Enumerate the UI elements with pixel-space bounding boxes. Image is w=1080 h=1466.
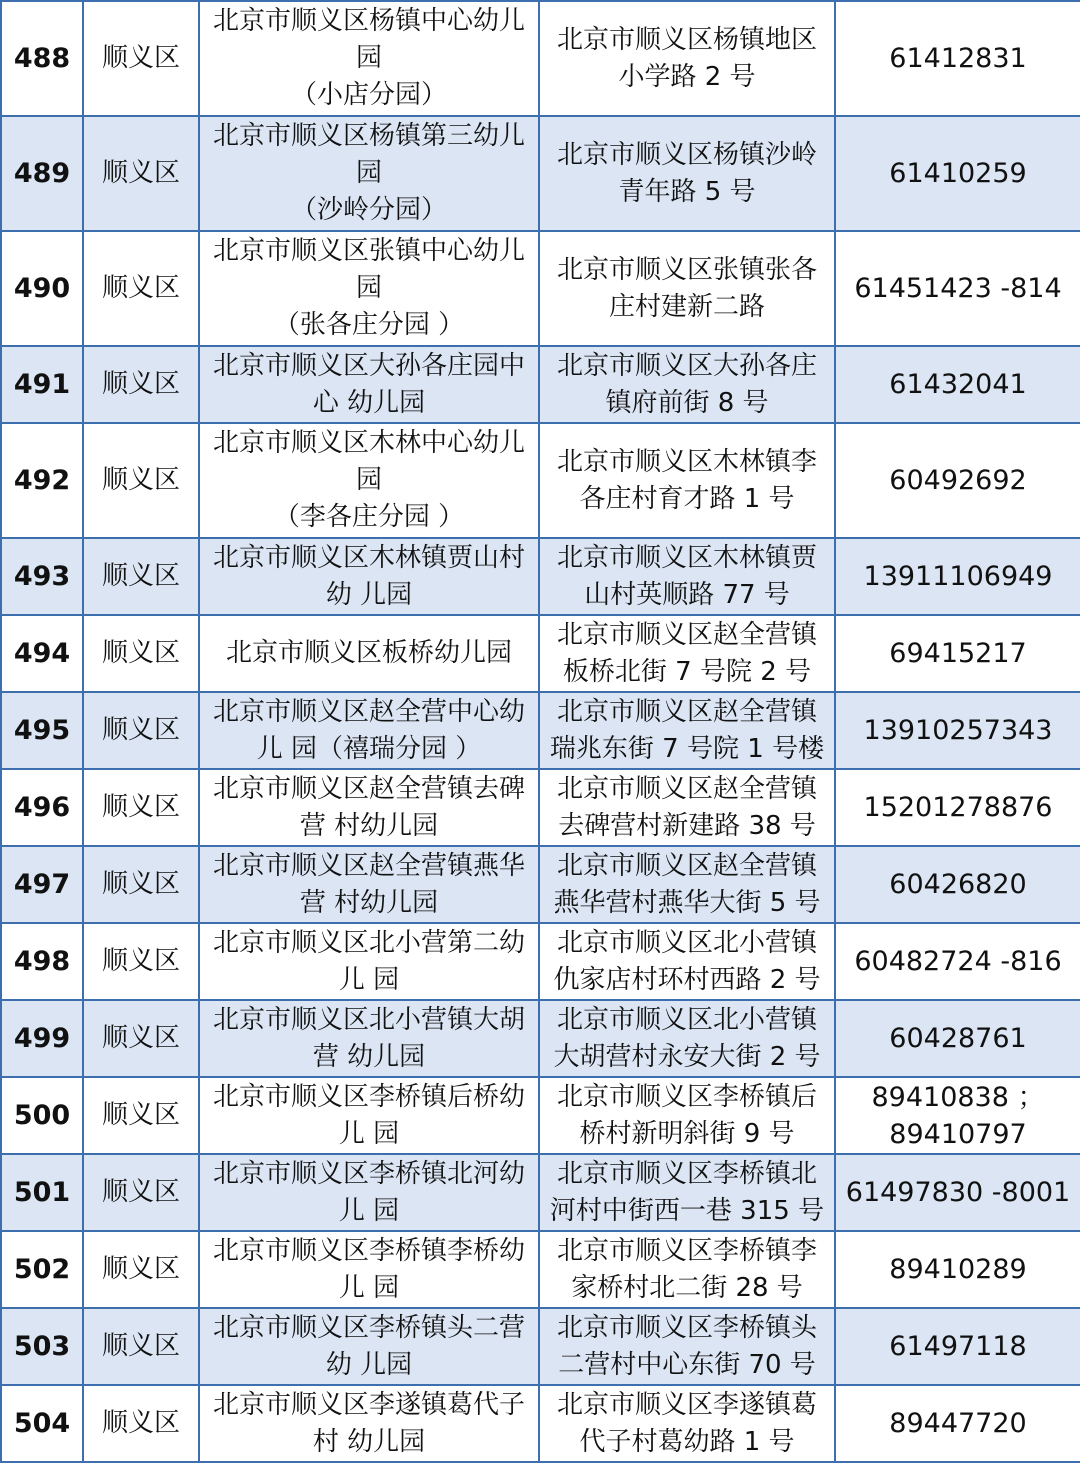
address-cell-line: 瑞兆东街 7 号院 1 号楼 [549,733,825,764]
kindergarten-name-cell-line: 村 幼儿园 [312,1426,426,1457]
kindergarten-name-cell-line: 北京市顺义区赵全营中心幼 [212,696,525,727]
address-cell [539,846,835,923]
kindergarten-name-cell-line: 北京市顺义区大孙各庄园中 [212,350,525,381]
table-row [1,116,1080,231]
phone-cell-line: 89410289 [889,1254,1027,1285]
address-cell-line: 桥村新明斜街 9 号 [579,1118,795,1149]
address-cell-line: 北京市顺义区李桥镇北 [556,1158,817,1189]
address-cell-line: 北京市顺义区李桥镇李 [556,1235,817,1266]
kindergarten-name-cell [199,1308,539,1385]
table-row [1,615,1080,692]
phone-cell-line: 89447720 [889,1408,1027,1439]
phone-cell [835,692,1080,769]
district-cell: 顺义区 [83,1077,199,1154]
table-row [1,231,1080,346]
row-number-cell: 491 [1,346,83,423]
kindergarten-name-cell-line: 北京市顺义区北小营第二幼 [212,927,525,958]
kindergarten-name-cell [199,923,539,1000]
district-cell: 顺义区 [83,1308,199,1385]
district-cell: 顺义区 [83,1385,199,1462]
district-cell: 顺义区 [83,538,199,615]
district-cell: 顺义区 [83,615,199,692]
kindergarten-name-cell [199,846,539,923]
kindergarten-name-cell-line: 幼 儿园 [325,1349,413,1380]
phone-cell [835,1231,1080,1308]
kindergarten-name-cell-line: 北京市顺义区板桥幼儿园 [225,638,512,668]
address-cell-line: 河村中街西一巷 315 号 [549,1195,825,1226]
kindergarten-name-cell-line: 园 [355,273,382,303]
address-cell [539,923,835,1000]
kindergarten-name-cell [199,615,539,692]
phone-cell [835,846,1080,923]
phone-cell [835,769,1080,846]
address-cell-line: 北京市顺义区北小营镇 [556,927,817,958]
kindergarten-name-cell-line: 北京市顺义区杨镇中心幼儿 [212,6,525,36]
address-cell-line: 庄村建新二路 [608,291,765,322]
kindergarten-name-cell-line: （小店分园） [290,80,447,110]
row-number-cell: 497 [1,846,83,923]
row-number-cell: 489 [1,116,83,231]
table-row [1,1000,1080,1077]
kindergarten-name-cell-line: 营 村幼儿园 [299,810,439,841]
phone-cell [835,423,1080,538]
district-cell: 顺义区 [83,346,199,423]
row-number-cell: 500 [1,1077,83,1154]
address-cell-line: 代子村葛幼路 1 号 [579,1426,795,1457]
phone-cell-line: 61497118 [889,1331,1027,1362]
kindergarten-name-cell-line: 北京市顺义区赵全营镇去碑 [212,773,525,804]
kindergarten-name-cell-line: 儿 园 [338,1118,400,1149]
phone-cell [835,1308,1080,1385]
phone-cell [835,615,1080,692]
phone-cell [835,346,1080,423]
address-cell [539,1,835,116]
address-cell [539,692,835,769]
kindergarten-name-cell-line: 北京市顺义区李桥镇后桥幼 [212,1081,525,1112]
district-cell: 顺义区 [83,1000,199,1077]
address-cell-line: 镇府前街 8 号 [605,387,769,418]
address-cell-line: 北京市顺义区李桥镇后 [556,1081,817,1112]
kindergarten-name-cell-line: （李各庄分园 ） [273,502,465,532]
district-cell: 顺义区 [83,1231,199,1308]
phone-cell-line: 89410797 [889,1118,1027,1150]
phone-cell-line: 60428761 [889,1023,1027,1054]
address-cell-line: 二营村中心东街 70 号 [558,1349,816,1380]
table-body [1,1,1080,1462]
kindergarten-name-cell-line: 北京市顺义区赵全营镇燕华 [212,850,525,881]
kindergarten-name-cell-line: 幼 儿园 [325,579,413,610]
address-cell-line: 北京市顺义区赵全营镇 [556,619,817,650]
phone-cell [835,1,1080,116]
table-row [1,1308,1080,1385]
table-row [1,923,1080,1000]
kindergarten-name-cell-line: 园 [355,465,382,495]
kindergarten-name-cell-line: 北京市顺义区张镇中心幼儿 [212,236,525,266]
kindergarten-name-cell [199,769,539,846]
address-cell-line: 北京市顺义区大孙各庄 [556,350,817,381]
table-row [1,1077,1080,1154]
district-cell: 顺义区 [83,231,199,346]
kindergarten-name-cell [199,1231,539,1308]
kindergarten-name-cell-line: 心 幼儿园 [312,387,426,418]
phone-cell [835,231,1080,346]
phone-cell [835,538,1080,615]
kindergarten-name-cell-line: （张各庄分园 ） [273,310,465,340]
address-cell [539,538,835,615]
kindergarten-name-cell [199,1000,539,1077]
table-row [1,1385,1080,1462]
address-cell [539,1385,835,1462]
district-cell: 顺义区 [83,423,199,538]
address-cell-line: 北京市顺义区赵全营镇 [556,850,817,881]
address-cell-line: 板桥北街 7 号院 2 号 [562,656,812,687]
kindergarten-name-cell-line: 儿 园 [338,1272,400,1303]
table-row [1,692,1080,769]
kindergarten-name-cell [199,1077,539,1154]
address-cell-line: 山村英顺路 77 号 [584,579,790,610]
address-cell-line: 北京市顺义区杨镇地区 [556,24,817,55]
address-cell-line: 北京市顺义区张镇张各 [556,254,817,285]
address-cell-line: 各庄村育才路 1 号 [579,483,795,514]
district-cell: 顺义区 [83,1,199,116]
table-row [1,538,1080,615]
kindergarten-name-cell-line: 营 幼儿园 [312,1041,426,1072]
phone-cell-line: 61497830 -8001 [845,1177,1071,1208]
district-cell: 顺义区 [83,116,199,231]
row-number-cell: 504 [1,1385,83,1462]
row-number-cell: 490 [1,231,83,346]
address-cell-line: 北京市顺义区赵全营镇 [556,696,817,727]
kindergarten-name-cell-line: 园 [355,158,382,188]
row-number-cell: 493 [1,538,83,615]
row-number-cell: 494 [1,615,83,692]
kindergarten-name-cell-line: 北京市顺义区李桥镇头二营 [212,1312,525,1343]
address-cell [539,1154,835,1231]
address-cell [539,1231,835,1308]
address-cell-line: 家桥村北二街 28 号 [571,1272,803,1303]
kindergarten-name-cell [199,538,539,615]
table-row [1,423,1080,538]
kindergarten-name-cell [199,692,539,769]
phone-cell [835,1000,1080,1077]
phone-cell [835,1154,1080,1231]
address-cell-line: 大胡营村永安大街 2 号 [553,1041,821,1072]
district-cell: 顺义区 [83,923,199,1000]
kindergarten-name-cell-line: 儿 园（禧瑞分园 ） [256,733,482,764]
kindergarten-name-cell [199,116,539,231]
district-cell: 顺义区 [83,1154,199,1231]
row-number-cell: 498 [1,923,83,1000]
kindergarten-name-cell-line: 北京市顺义区李桥镇北河幼 [212,1158,525,1189]
address-cell-line: 北京市顺义区李桥镇头 [556,1312,817,1343]
row-number-cell: 501 [1,1154,83,1231]
address-cell [539,769,835,846]
phone-cell-line: 60482724 -816 [854,946,1062,977]
phone-cell [835,1077,1080,1154]
address-cell-line: 仇家店村环村西路 2 号 [553,964,821,995]
table-row [1,346,1080,423]
phone-cell-line: 61412831 [889,43,1027,74]
phone-cell-line: 13910257343 [863,715,1053,746]
district-cell: 顺义区 [83,769,199,846]
kindergarten-name-cell-line: （沙岭分园） [290,195,447,225]
address-cell [539,1077,835,1154]
address-cell [539,1000,835,1077]
kindergarten-name-cell [199,1385,539,1462]
address-cell-line: 北京市顺义区木林镇李 [556,446,817,477]
phone-cell-line: 61410259 [889,158,1027,189]
address-cell [539,423,835,538]
district-cell: 顺义区 [83,692,199,769]
kindergarten-name-cell [199,346,539,423]
phone-cell-line: 60492692 [889,465,1027,496]
address-cell-line: 燕华营村燕华大街 5 号 [553,887,821,918]
address-cell-line: 北京市顺义区李遂镇葛 [556,1389,817,1420]
address-cell-line: 北京市顺义区北小营镇 [556,1004,817,1035]
address-cell [539,346,835,423]
table-row [1,846,1080,923]
kindergarten-name-cell-line: 北京市顺义区李桥镇李桥幼 [212,1235,525,1266]
kindergarten-name-cell [199,1154,539,1231]
address-cell-line: 小学路 2 号 [618,61,756,92]
phone-cell-line: 61451423 -814 [854,273,1062,304]
phone-cell [835,1385,1080,1462]
row-number-cell: 492 [1,423,83,538]
phone-cell [835,923,1080,1000]
kindergarten-name-cell [199,423,539,538]
district-cell: 顺义区 [83,846,199,923]
phone-cell-line: 61432041 [889,369,1027,400]
phone-cell-line: 89410838 ； [871,1081,1045,1113]
phone-cell-line: 60426820 [889,869,1027,900]
phone-cell-line: 15201278876 [863,792,1053,823]
kindergarten-name-cell-line: 北京市顺义区木林中心幼儿 [212,428,525,458]
table-row [1,1154,1080,1231]
phone-cell-line: 13911106949 [863,561,1053,592]
phone-cell [835,116,1080,231]
row-number-cell: 488 [1,1,83,116]
kindergarten-name-cell-line: 儿 园 [338,964,400,995]
address-cell-line: 青年路 5 号 [618,176,756,207]
address-cell-line: 北京市顺义区杨镇沙岭 [556,139,817,170]
kindergarten-name-cell-line: 营 村幼儿园 [299,887,439,918]
kindergarten-name-cell-line: 北京市顺义区李遂镇葛代子 [212,1389,525,1420]
address-cell [539,1308,835,1385]
kindergarten-name-cell-line: 北京市顺义区北小营镇大胡 [212,1004,525,1035]
row-number-cell: 503 [1,1308,83,1385]
row-number-cell: 499 [1,1000,83,1077]
row-number-cell: 502 [1,1231,83,1308]
table-row [1,1231,1080,1308]
address-cell [539,231,835,346]
row-number-cell: 496 [1,769,83,846]
table-row [1,769,1080,846]
address-cell-line: 北京市顺义区赵全营镇 [556,773,817,804]
kindergarten-name-cell-line: 儿 园 [338,1195,400,1226]
kindergarten-name-cell-line: 北京市顺义区木林镇贾山村 [212,542,525,573]
row-number-cell: 495 [1,692,83,769]
address-cell-line: 去碑营村新建路 38 号 [558,810,816,841]
kindergarten-name-cell-line: 园 [355,43,382,73]
phone-cell-line: 69415217 [889,638,1027,669]
kindergarten-name-cell [199,1,539,116]
address-cell [539,116,835,231]
address-cell [539,615,835,692]
address-cell-line: 北京市顺义区木林镇贾 [556,542,817,573]
kindergarten-name-cell-line: 北京市顺义区杨镇第三幼儿 [212,121,525,151]
table-row [1,1,1080,116]
kindergarten-name-cell [199,231,539,346]
